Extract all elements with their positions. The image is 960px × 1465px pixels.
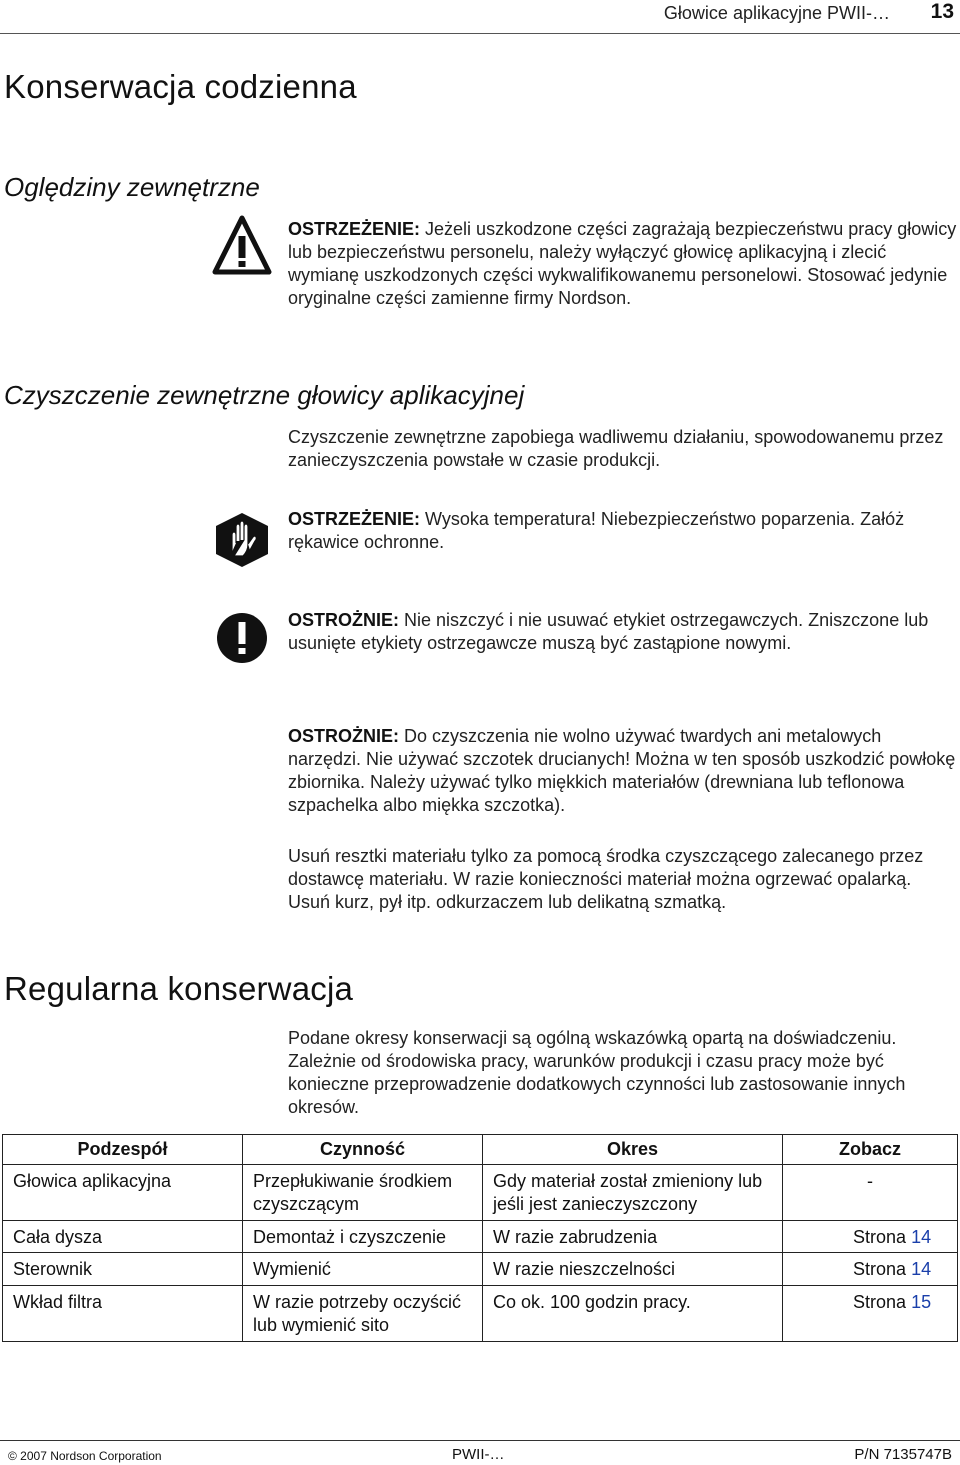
cell-component: Wkład filtra [3, 1285, 243, 1341]
cell-component: Cała dysza [3, 1220, 243, 1253]
cell-see [783, 1220, 958, 1253]
cell-see [783, 1285, 958, 1341]
product-name: PWII-… [452, 1446, 505, 1463]
cell-action: Przepłukiwanie środkiem czyszczącym [243, 1164, 483, 1220]
cell-action: Wymienić [243, 1253, 483, 1286]
warning-triangle-icon [212, 214, 272, 283]
cell-period: W razie nieszczelności [483, 1253, 783, 1286]
warning-label: OSTRZEŻENIE: [288, 219, 421, 239]
cell-period: Gdy materiał został zmieniony lub jeśli jest zanieczyszczony [483, 1164, 783, 1220]
header-title: Głowice aplikacyjne PWII-… [663, 3, 890, 23]
page-number: 13 [930, 0, 954, 23]
section-title-daily-maintenance: Konserwacja codzienna [4, 68, 357, 105]
page-link[interactable]: 14 [911, 1259, 932, 1279]
cleaning-instructions: Usuń resztki materiału tylko za pomocą środka czyszczącego zalecanego przez dostawcę materiału. W razie konieczności materiał można ogrzewać opalarką. Usuń kurz, pył itp. odkurzaczem lub delikatną szmatką. [288, 846, 924, 912]
hot-surface-warning [288, 508, 958, 554]
caution2-label: OSTROŻNIE: [288, 726, 399, 746]
table-row [3, 1253, 958, 1286]
page-header [0, 0, 960, 34]
table-row [3, 1164, 958, 1220]
cell-period: W razie zabrudzenia [483, 1220, 783, 1253]
caution-labels [288, 609, 958, 655]
caution1-label: OSTROŻNIE: [288, 610, 399, 630]
cell-see [783, 1253, 958, 1286]
maintenance-table [2, 1134, 958, 1342]
caution2-text: Do czyszczenia nie wolno używać twardych ani metalowych narzędzi. Nie używać szczotek drucianych! Można w ten sposób uszkodzić powłokę zbiornika. Należy używać tylko miękkich materiałów (drewniana lub teflonowa szpachelka albo miękka szczotka). [288, 726, 956, 815]
cell-action: Demontaż i czyszczenie [243, 1220, 483, 1253]
warning-text: Jeżeli uszkodzone części zagrażają bezpieczeństwu pracy głowicy lub bezpieczeństwu personelu, należy wyłączyć głowicę aplikacyjną i zlecić wymianę uszkodzonych części wykwalifikowanemu personelowi. Stosować jedynie oryginalne części zamienne firmy Nordson. [288, 219, 957, 308]
caution1-text: Nie niszczyć i nie usuwać etykiet ostrzegawczych. Zniszczone lub usunięte etykiety ostrzegawcze muszą być zastąpione nowymi. [288, 610, 929, 653]
hot-warning-text: Wysoka temperatura! Niebezpieczeństwo poparzenia. Załóż rękawice ochronne. [288, 509, 905, 552]
column-header-see: Zobacz [783, 1135, 958, 1165]
cell-component: Głowica aplikacyjna [3, 1164, 243, 1220]
caution-tools [288, 725, 958, 817]
cell-action: W razie potrzeby oczyścić lub wymienić sito [243, 1285, 483, 1341]
part-number: P/N 7135747B [854, 1446, 952, 1463]
cell-period: Co ok. 100 godzin pracy. [483, 1285, 783, 1341]
regular-maintenance-intro: Podane okresy konserwacji są ogólną wskazówką opartą na doświadczeniu. Zależnie od środowiska pracy, warunków produkcji i czasu pracy może być konieczne przeprowadzenie dodatkowych czynności lub zastosowanie innych okresów. [288, 1028, 906, 1117]
inspection-warning [288, 218, 958, 310]
page-footer [0, 1440, 960, 1465]
cleaning-intro: Czyszczenie zewnętrzne zapobiega wadliwemu działaniu, spowodowanemu przez zanieczyszczenia powstałe w czasie produkcji. [288, 427, 944, 470]
section-title-external-cleaning: Czyszczenie zewnętrzne głowicy aplikacyjnej [4, 380, 525, 410]
column-header-period: Okres [483, 1135, 783, 1165]
table-header-row [3, 1135, 958, 1165]
cell-see [783, 1164, 958, 1220]
table-row [3, 1285, 958, 1341]
caution-exclamation-icon [214, 610, 270, 671]
see-prefix: Strona [853, 1226, 907, 1247]
subsection-title-external-inspection: Oględziny zewnętrzne [4, 172, 260, 202]
copyright: © 2007 Nordson Corporation [8, 1449, 162, 1463]
section-title-regular-maintenance: Regularna konserwacja [4, 970, 354, 1007]
page-link[interactable]: 15 [911, 1291, 932, 1312]
protective-gloves-icon [212, 510, 272, 575]
column-header-component: Podzespół [3, 1135, 243, 1165]
hot-warning-label: OSTRZEŻENIE: [288, 509, 421, 529]
page-link[interactable]: 14 [911, 1226, 932, 1247]
table-row [3, 1220, 958, 1253]
see-page: - [867, 1170, 873, 1191]
column-header-action: Czynność [243, 1135, 483, 1165]
see-prefix: Strona [853, 1291, 907, 1312]
see-prefix: Strona [853, 1259, 907, 1279]
cell-component: Sterownik [3, 1253, 243, 1286]
